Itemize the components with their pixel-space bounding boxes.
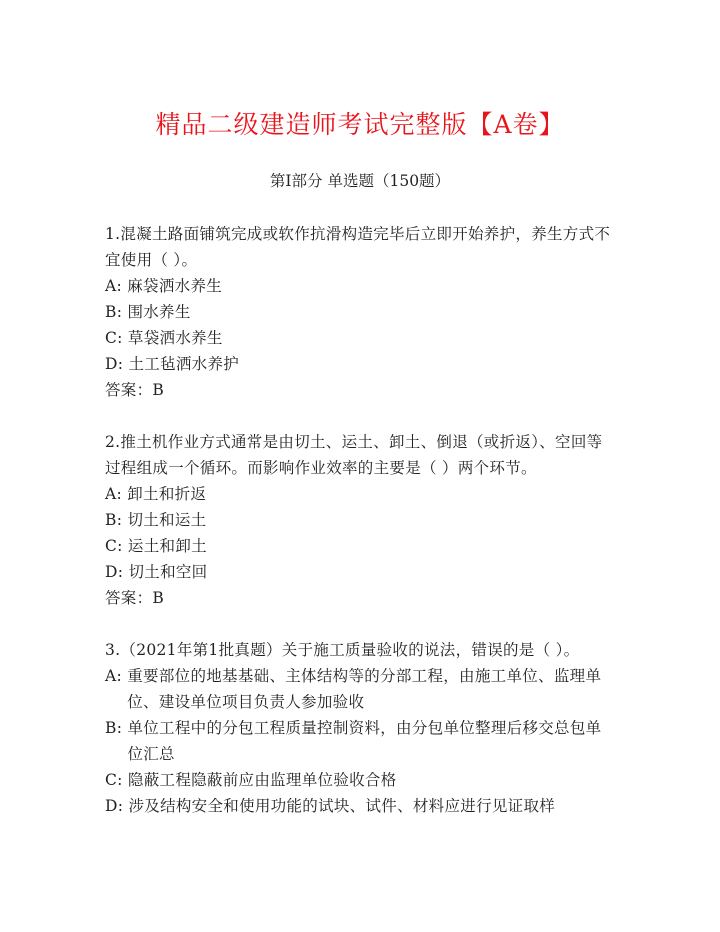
option-text: 运土和卸土 <box>127 537 207 555</box>
option-text: 切土和运土 <box>127 511 207 529</box>
option-b <box>105 507 615 533</box>
option-text: 土工毡洒水养护 <box>128 355 240 373</box>
option-c <box>105 325 615 351</box>
question-2 <box>105 429 615 611</box>
question-stem: 3.（2021年第1批真题）关于施工质量验收的说法，错误的是（ ）。 <box>105 641 580 659</box>
option-d <box>105 351 615 377</box>
option-text: 重要部位的地基基础、主体结构等的分部工程，由施工单位、监理单位、建设单位项目负责人参加验收 <box>127 667 602 711</box>
option-label: C: <box>105 329 128 347</box>
option-text: 单位工程中的分包工程质量控制资料，由分包单位整理后移交总包单位汇总 <box>127 719 602 763</box>
answer: 答案：B <box>105 381 165 399</box>
option-a <box>105 481 615 507</box>
option-d <box>105 559 615 585</box>
option-b <box>105 299 615 325</box>
option-c <box>105 533 615 559</box>
option-text: 隐蔽工程隐蔽前应由监理单位验收合格 <box>127 771 397 789</box>
option-c <box>105 767 615 793</box>
option-text: 涉及结构安全和使用功能的试块、试件、材料应进行见证取样 <box>128 797 556 815</box>
option-text: 卸土和折返 <box>127 485 207 503</box>
option-text: 草袋洒水养生 <box>127 329 223 347</box>
document-title: 精品二级建造师考试完整版【A卷】 <box>155 110 565 139</box>
option-text: 麻袋洒水养生 <box>127 277 223 295</box>
option-a <box>105 663 615 715</box>
question-1 <box>105 221 615 403</box>
option-label: D: <box>105 797 129 815</box>
option-a <box>105 273 615 299</box>
question-stem: 2.推土机作业方式通常是由切土、运土、卸土、倒退（或折返）、空回等过程组成一个循环。而影响作业效率的主要是（ ）两个环节。 <box>105 433 603 477</box>
option-label: C: <box>105 537 128 555</box>
option-text: 切土和空回 <box>128 563 208 581</box>
question-3 <box>105 637 615 819</box>
option-label: A: <box>105 485 128 503</box>
option-label: B: <box>105 719 128 737</box>
option-text: 围水养生 <box>127 303 191 321</box>
question-stem: 1.混凝土路面铺筑完成或软作抗滑构造完毕后立即开始养护，养生方式不宜使用（ ）。 <box>105 225 611 269</box>
option-label: D: <box>105 355 129 373</box>
option-label: B: <box>105 303 128 321</box>
option-label: A: <box>105 667 128 685</box>
option-label: D: <box>105 563 129 581</box>
option-b <box>105 715 615 767</box>
option-label: B: <box>105 511 128 529</box>
option-label: A: <box>105 277 128 295</box>
option-d <box>105 793 615 819</box>
question-list <box>105 221 615 845</box>
answer: 答案：B <box>105 589 165 607</box>
option-label: C: <box>105 771 128 789</box>
section-title: 第Ⅰ部分 单选题（150题） <box>269 172 451 190</box>
